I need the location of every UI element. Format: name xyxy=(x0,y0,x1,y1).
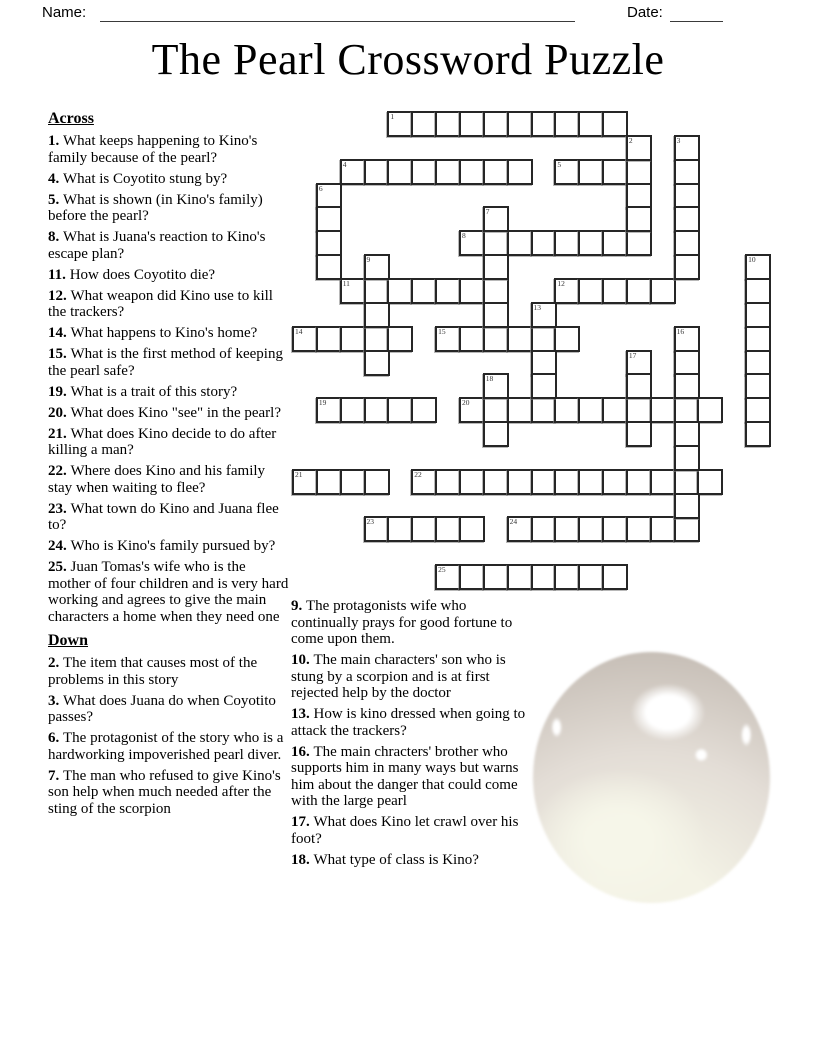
crossword-cell[interactable] xyxy=(554,516,580,542)
crossword-cell[interactable] xyxy=(292,326,318,352)
crossword-cell[interactable] xyxy=(531,469,557,495)
crossword-cell[interactable] xyxy=(435,159,461,185)
crossword-cell[interactable] xyxy=(531,350,557,376)
crossword-cell[interactable] xyxy=(674,493,700,519)
crossword-cell[interactable] xyxy=(531,111,557,137)
crossword-cell[interactable] xyxy=(507,516,533,542)
across-clues-list xyxy=(48,133,290,625)
crossword-cell[interactable] xyxy=(292,469,318,495)
crossword-cell[interactable] xyxy=(674,469,700,495)
crossword-cell[interactable] xyxy=(459,397,485,423)
crossword-cell[interactable] xyxy=(745,278,771,304)
crossword-cell[interactable] xyxy=(745,350,771,376)
clue-3: 3. What does Juana do when Coyotito passes? xyxy=(48,692,276,725)
crossword-cell[interactable] xyxy=(316,326,342,352)
crossword-cell[interactable] xyxy=(674,230,700,256)
crossword-cell[interactable] xyxy=(602,397,628,423)
crossword-cell[interactable] xyxy=(459,564,485,590)
crossword-cell[interactable] xyxy=(745,302,771,328)
crossword-cell[interactable] xyxy=(554,326,580,352)
clue-20: 20. What does Kino "see" in the pearl? xyxy=(48,404,282,421)
crossword-cell[interactable] xyxy=(531,564,557,590)
crossword-cell[interactable] xyxy=(578,397,604,423)
cell-number: 10 xyxy=(748,255,756,265)
crossword-cell[interactable] xyxy=(435,278,461,304)
cell-number: 23 xyxy=(366,517,375,527)
crossword-cell[interactable] xyxy=(483,564,509,590)
across-header: Across xyxy=(48,110,94,127)
crossword-cell[interactable] xyxy=(459,111,485,137)
crossword-cell[interactable] xyxy=(745,326,771,352)
crossword-cell[interactable] xyxy=(626,159,652,185)
crossword-cell[interactable] xyxy=(364,469,390,495)
crossword-cell[interactable] xyxy=(483,111,509,137)
crossword-cell[interactable] xyxy=(602,469,628,495)
cell-number: 18 xyxy=(485,374,494,384)
crossword-cell[interactable] xyxy=(459,159,485,185)
crossword-cell[interactable] xyxy=(483,469,509,495)
clue-10: 10. The main characters' son who is stung by a scorpion and is at first rejected help by the doctor xyxy=(291,652,506,701)
crossword-cell[interactable] xyxy=(650,516,676,542)
crossword-cell[interactable] xyxy=(435,516,461,542)
crossword-cell[interactable] xyxy=(364,397,390,423)
crossword-cell[interactable] xyxy=(674,206,700,232)
crossword-cell[interactable] xyxy=(626,135,652,161)
cell-number: 15 xyxy=(438,326,446,336)
cell-number: 16 xyxy=(676,326,685,336)
crossword-cell[interactable] xyxy=(578,278,604,304)
crossword-cell[interactable] xyxy=(459,326,485,352)
crossword-cell[interactable] xyxy=(626,373,652,399)
crossword-cell[interactable] xyxy=(626,230,652,256)
crossword-cell[interactable] xyxy=(483,254,509,280)
crossword-cell[interactable] xyxy=(435,326,461,352)
crossword-cell[interactable] xyxy=(674,326,700,352)
clue-22: 22. Where does Kino and his family stay when waiting to flee? xyxy=(48,463,266,496)
crossword-cell[interactable] xyxy=(602,564,628,590)
crossword-cell[interactable] xyxy=(674,254,700,280)
crossword-cell[interactable] xyxy=(626,397,652,423)
crossword-cell[interactable] xyxy=(745,397,771,423)
clue-12: 12. What weapon did Kino use to kill the trackers? xyxy=(48,287,273,320)
crossword-cell[interactable] xyxy=(316,183,342,209)
date-label: Date: xyxy=(627,4,663,21)
clue-8: 8. What is Juana's reaction to Kino's escape plan? xyxy=(48,229,266,262)
clue-15: 15. What is the first method of keeping the pearl safe? xyxy=(48,346,283,379)
cell-number: 11 xyxy=(342,278,350,288)
crossword-grid xyxy=(292,111,772,591)
crossword-cell[interactable] xyxy=(578,111,604,137)
crossword-cell[interactable] xyxy=(316,254,342,280)
cell-number: 3 xyxy=(676,135,681,145)
clues-left-column xyxy=(48,110,290,822)
crossword-cell[interactable] xyxy=(554,469,580,495)
crossword-cell[interactable] xyxy=(435,564,461,590)
crossword-cell[interactable] xyxy=(602,278,628,304)
cell-number: 20 xyxy=(461,398,470,408)
crossword-cell[interactable] xyxy=(364,516,390,542)
down-clues-list-part2 xyxy=(291,598,537,868)
page-title: The Pearl Crossword Puzzle xyxy=(151,35,665,84)
crossword-cell[interactable] xyxy=(650,278,676,304)
crossword-cell[interactable] xyxy=(578,469,604,495)
crossword-cell[interactable] xyxy=(387,159,413,185)
crossword-cell[interactable] xyxy=(459,469,485,495)
crossword-cell[interactable] xyxy=(650,469,676,495)
clue-16: 16. The main chracters' brother who supports him in many ways but warns him about the danger that could come with the large pearl xyxy=(291,743,519,809)
crossword-cell[interactable] xyxy=(411,516,437,542)
crossword-cell[interactable] xyxy=(507,159,533,185)
crossword-cell[interactable] xyxy=(387,326,413,352)
crossword-cell[interactable] xyxy=(340,397,366,423)
crossword-cell[interactable] xyxy=(674,373,700,399)
cell-number: 24 xyxy=(509,517,518,527)
crossword-cell[interactable] xyxy=(674,397,700,423)
crossword-cell[interactable] xyxy=(745,421,771,447)
cell-number: 14 xyxy=(295,326,303,336)
crossword-cell[interactable] xyxy=(507,469,533,495)
crossword-cell[interactable] xyxy=(316,469,342,495)
crossword-cell[interactable] xyxy=(340,326,366,352)
cell-number: 25 xyxy=(438,565,446,575)
crossword-cell[interactable] xyxy=(364,350,390,376)
crossword-cell[interactable] xyxy=(674,159,700,185)
crossword-cell[interactable] xyxy=(507,564,533,590)
crossword-cell[interactable] xyxy=(411,159,437,185)
crossword-cell[interactable] xyxy=(483,326,509,352)
crossword-cell[interactable] xyxy=(435,469,461,495)
crossword-cell[interactable] xyxy=(626,469,652,495)
clue-23: 23. What town do Kino and Juana flee to? xyxy=(48,500,279,533)
clue-14: 14. What happens to Kino's home? xyxy=(48,325,258,341)
cell-number: 6 xyxy=(318,183,323,193)
crossword-cell[interactable] xyxy=(554,111,580,137)
date-input-line[interactable] xyxy=(670,2,723,22)
crossword-cell[interactable] xyxy=(697,469,723,495)
crossword-cell[interactable] xyxy=(554,230,580,256)
cell-number: 2 xyxy=(628,135,633,145)
crossword-cell[interactable] xyxy=(435,111,461,137)
crossword-cell[interactable] xyxy=(578,230,604,256)
clue-18: 18. What type of class is Kino? xyxy=(291,851,479,868)
pearl-image xyxy=(533,652,770,903)
clue-25: 25. Juan Tomas's wife who is the mother of four children and is very hard working and agrees to give the main characters a home when they need one xyxy=(48,559,289,625)
crossword-cell[interactable] xyxy=(483,278,509,304)
cell-number: 1 xyxy=(390,112,395,121)
crossword-cell[interactable] xyxy=(531,230,557,256)
crossword-cell[interactable] xyxy=(316,206,342,232)
crossword-cell[interactable] xyxy=(531,397,557,423)
crossword-cell[interactable] xyxy=(364,278,390,304)
clue-24: 24. Who is Kino's family pursued by? xyxy=(48,538,276,554)
crossword-cell[interactable] xyxy=(531,326,557,352)
clue-21: 21. What does Kino decide to do after killing a man? xyxy=(48,425,277,458)
crossword-cell[interactable] xyxy=(650,397,676,423)
crossword-cell[interactable] xyxy=(554,564,580,590)
crossword-cell[interactable] xyxy=(674,183,700,209)
crossword-cell[interactable] xyxy=(411,111,437,137)
crossword-cell[interactable] xyxy=(531,373,557,399)
cell-number: 19 xyxy=(318,398,327,408)
crossword-cell[interactable] xyxy=(387,397,413,423)
crossword-cell[interactable] xyxy=(697,397,723,423)
cell-number: 22 xyxy=(414,469,422,479)
crossword-cell[interactable] xyxy=(507,326,533,352)
crossword-cell[interactable] xyxy=(602,230,628,256)
crossword-cell[interactable] xyxy=(483,159,509,185)
crossword-cell[interactable] xyxy=(340,159,366,185)
crossword-cell[interactable] xyxy=(602,516,628,542)
cell-number: 4 xyxy=(342,159,347,169)
crossword-cell[interactable] xyxy=(459,230,485,256)
cell-number: 12 xyxy=(557,278,565,288)
crossword-cell[interactable] xyxy=(626,516,652,542)
crossword-cell[interactable] xyxy=(507,230,533,256)
crossword-cell[interactable] xyxy=(459,278,485,304)
crossword-cell[interactable] xyxy=(483,230,509,256)
cell-number: 13 xyxy=(533,302,541,312)
crossword-cell[interactable] xyxy=(483,373,509,399)
crossword-cell[interactable] xyxy=(340,469,366,495)
crossword-cell[interactable] xyxy=(411,397,437,423)
cell-number: 8 xyxy=(461,231,466,241)
cell-number: 17 xyxy=(628,350,637,360)
crossword-cell[interactable] xyxy=(674,516,700,542)
crossword-cell[interactable] xyxy=(387,278,413,304)
crossword-cell[interactable] xyxy=(745,254,771,280)
crossword-cell[interactable] xyxy=(626,350,652,376)
crossword-cell[interactable] xyxy=(507,111,533,137)
crossword-cell[interactable] xyxy=(674,421,700,447)
crossword-cell[interactable] xyxy=(578,516,604,542)
crossword-cell[interactable] xyxy=(554,397,580,423)
crossword-cell[interactable] xyxy=(531,516,557,542)
crossword-cell[interactable] xyxy=(674,445,700,471)
crossword-cell[interactable] xyxy=(340,278,366,304)
crossword-cell[interactable] xyxy=(411,469,437,495)
cell-number: 9 xyxy=(366,255,371,265)
cell-number: 7 xyxy=(485,207,490,217)
crossword-cell[interactable] xyxy=(364,159,390,185)
clue-1: 1. What keeps happening to Kino's family because of the pearl? xyxy=(48,133,258,166)
crossword-cell[interactable] xyxy=(554,278,580,304)
crossword-cell[interactable] xyxy=(316,397,342,423)
crossword-cell[interactable] xyxy=(387,111,413,137)
down-clues-list-part1 xyxy=(48,655,290,817)
cell-number: 5 xyxy=(557,159,562,169)
crossword-cell[interactable] xyxy=(364,254,390,280)
crossword-cell[interactable] xyxy=(674,135,700,161)
clue-9: 9. The protagonists wife who continually prays for good fortune to come upon them. xyxy=(291,598,513,647)
crossword-cell[interactable] xyxy=(626,183,652,209)
cell-number: 21 xyxy=(295,469,303,479)
crossword-cell[interactable] xyxy=(602,159,628,185)
clue-2: 2. The item that causes most of the problems in this story xyxy=(48,655,258,688)
crossword-cell[interactable] xyxy=(387,516,413,542)
clue-7: 7. The man who refused to give Kino's son help when much needed after the sting of the scorpion xyxy=(48,767,281,817)
crossword-cell[interactable] xyxy=(531,302,557,328)
down-header: Down xyxy=(48,632,89,649)
crossword-cell[interactable] xyxy=(483,206,509,232)
clue-17: 17. What does Kino let crawl over his foot? xyxy=(291,814,519,847)
clue-5: 5. What is shown (in Kino's family) before the pearl? xyxy=(48,191,263,224)
name-label: Name: xyxy=(42,4,87,21)
crossword-cell[interactable] xyxy=(745,373,771,399)
crossword-cell[interactable] xyxy=(316,230,342,256)
crossword-cell[interactable] xyxy=(626,278,652,304)
crossword-cell[interactable] xyxy=(483,421,509,447)
crossword-cell[interactable] xyxy=(626,421,652,447)
clue-11: 11. How does Coyotito die? xyxy=(48,266,216,283)
crossword-cell[interactable] xyxy=(602,111,628,137)
clue-19: 19. What is a trait of this story? xyxy=(48,383,238,400)
crossword-cell[interactable] xyxy=(364,302,390,328)
clues-right-column xyxy=(291,598,537,873)
clue-4: 4. What is Coyotito stung by? xyxy=(48,170,228,187)
clue-6: 6. The protagonist of the story who is a hardworking impoverished pearl diver. xyxy=(48,730,284,763)
clue-13: 13. How is kino dressed when going to attack the trackers? xyxy=(291,706,526,739)
name-input-line[interactable] xyxy=(100,2,575,22)
crossword-cell[interactable] xyxy=(674,350,700,376)
crossword-cell[interactable] xyxy=(459,516,485,542)
crossword-cell[interactable] xyxy=(578,564,604,590)
crossword-cell[interactable] xyxy=(554,159,580,185)
crossword-cell[interactable] xyxy=(483,302,509,328)
crossword-cell[interactable] xyxy=(578,159,604,185)
crossword-cell[interactable] xyxy=(411,278,437,304)
crossword-cell[interactable] xyxy=(626,206,652,232)
crossword-cell[interactable] xyxy=(507,397,533,423)
crossword-cell[interactable] xyxy=(483,397,509,423)
crossword-cell[interactable] xyxy=(364,326,390,352)
